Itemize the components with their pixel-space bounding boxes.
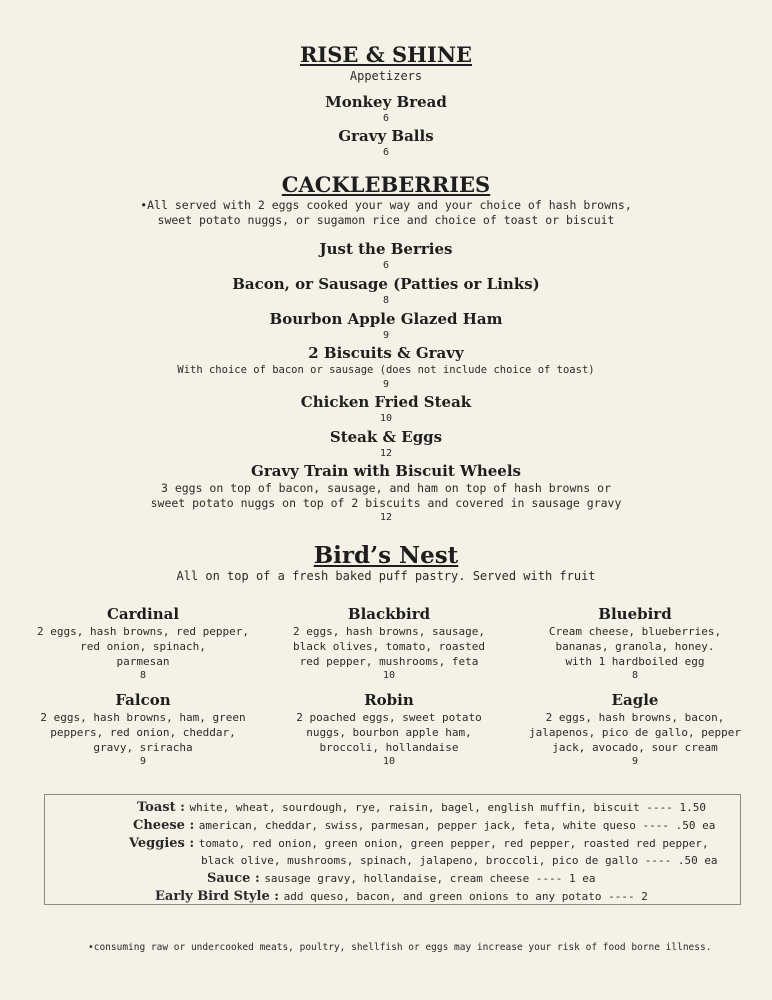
rise-shine-title: RISE & SHINE xyxy=(299,42,473,67)
item-name: Monkey Bread xyxy=(325,93,447,111)
item-price: 9 xyxy=(382,330,390,341)
menu-item xyxy=(0,462,772,525)
item-name: Falcon xyxy=(115,691,171,709)
side-text: white, wheat, sourdough, rye, raisin, bagel, english muffin, biscuit ---- 1.50 xyxy=(189,801,707,814)
item-desc: bananas, granola, honey. xyxy=(555,640,715,653)
menu-item xyxy=(0,310,772,343)
item-price: 10 xyxy=(379,413,393,424)
appetizers-subtitle: Appetizers xyxy=(349,69,423,83)
item-name: Blackbird xyxy=(347,605,431,623)
item-price: 6 xyxy=(382,147,390,158)
food-safety-footnote: •consuming raw or undercooked meats, poultry, shellfish or eggs may increase your risk of food borne illness. xyxy=(88,942,712,953)
item-desc: 2 eggs, hash browns, sausage, xyxy=(292,625,486,638)
item-desc: 2 poached eggs, sweet potato xyxy=(296,711,482,724)
item-desc: parmesan xyxy=(116,655,170,668)
birds-nest-section xyxy=(0,543,772,584)
item-name: Just the Berries xyxy=(319,240,453,258)
item-price: 8 xyxy=(139,670,147,681)
item-desc: Cream cheese, blueberries, xyxy=(548,625,722,638)
birds-nest-item xyxy=(20,605,266,683)
item-name: Chicken Fried Steak xyxy=(300,393,472,411)
early-bird-row: Early Bird Style : add queso, bacon, and green onions to any potato ---- 2 xyxy=(155,889,648,904)
side-label: Veggies xyxy=(129,836,185,851)
side-text: add queso, bacon, and green onions to any potato ---- 2 xyxy=(283,890,648,903)
item-name: Bacon, or Sausage (Patties or Links) xyxy=(232,275,540,293)
menu-item xyxy=(0,240,772,273)
birds-nest-row-1 xyxy=(20,605,760,683)
item-name: Steak & Eggs xyxy=(329,428,443,446)
item-desc: 2 eggs, hash browns, bacon, xyxy=(545,711,725,724)
item-name: Gravy Balls xyxy=(338,127,434,145)
item-name: Bourbon Apple Glazed Ham xyxy=(269,310,503,328)
birds-nest-item xyxy=(512,691,758,769)
item-price: 9 xyxy=(382,379,390,390)
item-name: Eagle xyxy=(611,691,659,709)
cackleberries-note: •All served with 2 eggs cooked your way and your choice of hash browns, xyxy=(140,198,632,212)
item-price: 9 xyxy=(631,756,639,767)
item-price: 9 xyxy=(139,756,147,767)
item-desc: 2 eggs, hash browns, ham, green xyxy=(40,711,246,724)
item-desc: red onion, spinach, xyxy=(80,640,206,653)
item-price: 10 xyxy=(382,756,396,767)
birds-nest-item xyxy=(20,691,266,769)
item-desc: peppers, red onion, cheddar, xyxy=(50,726,236,739)
side-text: american, cheddar, swiss, parmesan, pepper jack, feta, white queso ---- .50 ea xyxy=(198,819,716,832)
item-name: Gravy Train with Biscuit Wheels xyxy=(251,462,521,480)
side-text: tomato, red onion, green onion, green pepper, red pepper, roasted red pepper, xyxy=(198,837,709,850)
side-label: Cheese xyxy=(133,818,185,833)
menu-item xyxy=(0,344,772,392)
birds-nest-subtitle: All on top of a fresh baked puff pastry. Served with fruit xyxy=(176,569,596,583)
side-text: black olive, mushrooms, spinach, jalapeno, broccoli, pico de gallo ---- .50 ea xyxy=(201,854,718,867)
toast-row: Toast : white, wheat, sourdough, rye, raisin, bagel, english muffin, biscuit ---- 1.50 xyxy=(137,800,707,815)
cackleberries-note: sweet potato nuggs, or sugamon rice and choice of toast or biscuit xyxy=(157,213,615,227)
item-name: Bluebird xyxy=(598,605,672,623)
sauce-row: Sauce : sausage gravy, hollandaise, cream cheese ---- 1 ea xyxy=(207,871,596,886)
item-price: 8 xyxy=(631,670,639,681)
side-label: Early Bird Style xyxy=(155,889,270,904)
veggies-row: Veggies : tomato, red onion, green onion, green pepper, red pepper, roasted red pepper, xyxy=(129,836,709,851)
item-name: Cardinal xyxy=(106,605,180,623)
cheese-row: Cheese : american, cheddar, swiss, parmesan, pepper jack, feta, white queso ---- .50 ea xyxy=(133,818,716,833)
item-desc: red pepper, mushrooms, feta xyxy=(299,655,479,668)
rise-shine-section xyxy=(0,42,772,84)
item-name: Robin xyxy=(364,691,414,709)
item-desc: gravy, sriracha xyxy=(93,741,193,754)
item-price: 8 xyxy=(382,295,390,306)
birds-nest-item xyxy=(512,605,758,683)
menu-item xyxy=(0,393,772,426)
item-desc: 3 eggs on top of bacon, sausage, and ham on top of hash browns or xyxy=(160,481,612,495)
item-desc: black olives, tomato, roasted xyxy=(292,640,486,653)
item-desc: jack, avocado, sour cream xyxy=(552,741,718,754)
birds-nest-item xyxy=(266,605,512,683)
birds-nest-row-2 xyxy=(20,691,760,769)
menu-item xyxy=(0,428,772,461)
birds-nest-title: Bird’s Nest xyxy=(313,542,459,569)
item-price: 6 xyxy=(382,113,390,124)
item-desc: 2 eggs, hash browns, red pepper, xyxy=(37,625,249,638)
item-desc: with 1 hardboiled egg xyxy=(565,655,705,668)
item-desc: With choice of bacon or sausage (does not include choice of toast) xyxy=(177,364,595,376)
item-name: 2 Biscuits & Gravy xyxy=(308,344,464,362)
birds-nest-item xyxy=(266,691,512,769)
item-desc: broccoli, hollandaise xyxy=(319,741,459,754)
item-desc: sweet potato nuggs on top of 2 biscuits and covered in sausage gravy xyxy=(150,496,622,510)
item-desc: nuggs, bourbon apple ham, xyxy=(306,726,472,739)
side-text: sausage gravy, hollandaise, cream cheese ---- 1 ea xyxy=(264,872,596,885)
menu-item xyxy=(0,127,772,160)
item-desc: jalapenos, pico de gallo, pepper xyxy=(529,726,741,739)
menu-item xyxy=(0,275,772,308)
sides-box xyxy=(44,794,741,905)
cackleberries-title: CACKLEBERRIES xyxy=(281,172,491,197)
side-label: Toast xyxy=(137,800,176,815)
item-price: 10 xyxy=(382,670,396,681)
cackleberries-section xyxy=(0,172,772,228)
menu-item xyxy=(0,93,772,126)
veggies-row-2 xyxy=(201,852,718,869)
side-label: Sauce xyxy=(207,871,251,886)
item-price: 6 xyxy=(382,260,390,271)
item-price: 12 xyxy=(379,448,393,459)
item-price: 12 xyxy=(379,512,393,523)
